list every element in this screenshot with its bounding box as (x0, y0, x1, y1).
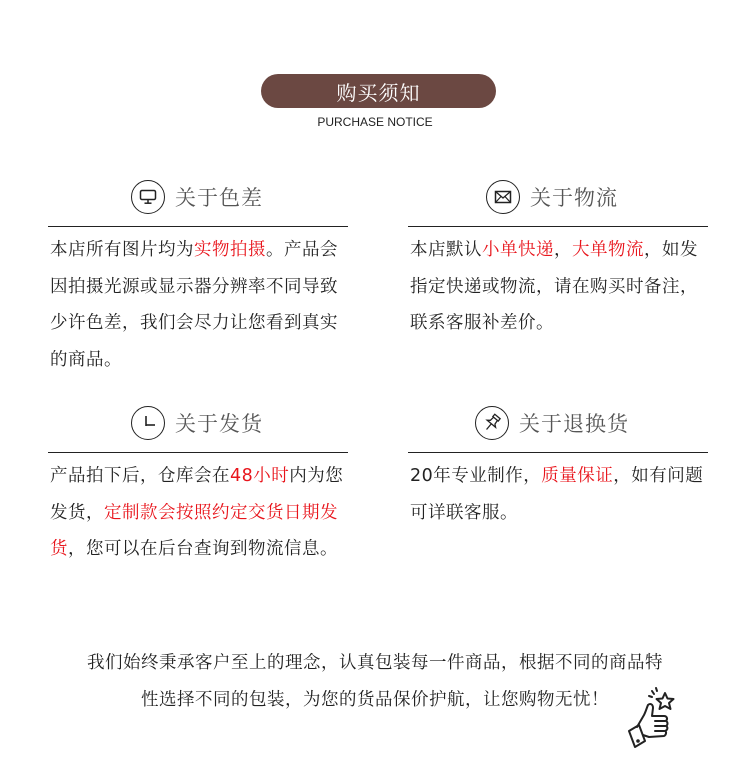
body-text: 本店默认 (410, 240, 482, 260)
page-subtitle: PURCHASE NOTICE (317, 115, 433, 129)
section-header (475, 404, 629, 442)
highlight-text: 实物拍摄 (194, 240, 266, 260)
thumbs-up-star-icon (625, 685, 680, 753)
body-text: 产品拍下后，仓库会在 (50, 466, 230, 486)
highlight-text: 48小时 (230, 466, 290, 486)
divider (48, 226, 348, 227)
body-text: ，如有问题可详联客服。 (410, 466, 704, 523)
envelope-icon (486, 180, 520, 214)
section-header (131, 404, 263, 442)
body-text: 20年专业制作， (410, 466, 542, 486)
divider (408, 226, 708, 227)
pushpin-icon (475, 406, 509, 440)
section-header (131, 178, 263, 216)
section-title: 关于退换货 (519, 412, 629, 436)
body-text: ， (554, 240, 572, 260)
section-title: 关于物流 (530, 186, 618, 210)
body-text: 内为您发货， (50, 466, 344, 523)
title-pill (261, 74, 496, 108)
section-header (486, 178, 618, 216)
section-body (50, 232, 350, 378)
body-text: ，如发指定快递或物流，请在购买时备注，联系客服补差价。 (410, 240, 698, 333)
highlight-text: 小单快递 (482, 240, 554, 260)
highlight-text: 质量保证 (541, 466, 614, 486)
clock-icon (131, 406, 165, 440)
section-body (410, 458, 710, 531)
divider (48, 452, 348, 453)
footer-line-1: 我们始终秉承客户至上的理念，认真包装每一件商品，根据不同的商品特 (87, 653, 663, 673)
section-title: 关于色差 (175, 186, 263, 210)
body-text: 本店所有图片均为 (50, 240, 194, 260)
section-body (410, 232, 710, 342)
divider (408, 452, 708, 453)
body-text: 。产品会因拍摄光源或显示器分辨率不同导致少许色差，我们会尽力让您看到真实的商品。 (50, 240, 338, 370)
section-title: 关于发货 (175, 412, 263, 436)
highlight-text: 定制款会按照约定交货日期发货 (50, 502, 338, 559)
section-body (50, 458, 350, 568)
footer-line-2: 性选择不同的包装，为您的货品保价护航，让您购物无忧！ (141, 690, 609, 710)
highlight-text: 大单物流 (572, 240, 644, 260)
body-text: ，您可以在后台查询到物流信息。 (68, 539, 338, 559)
monitor-icon (131, 180, 165, 214)
page-title: 购买须知 (336, 80, 421, 105)
